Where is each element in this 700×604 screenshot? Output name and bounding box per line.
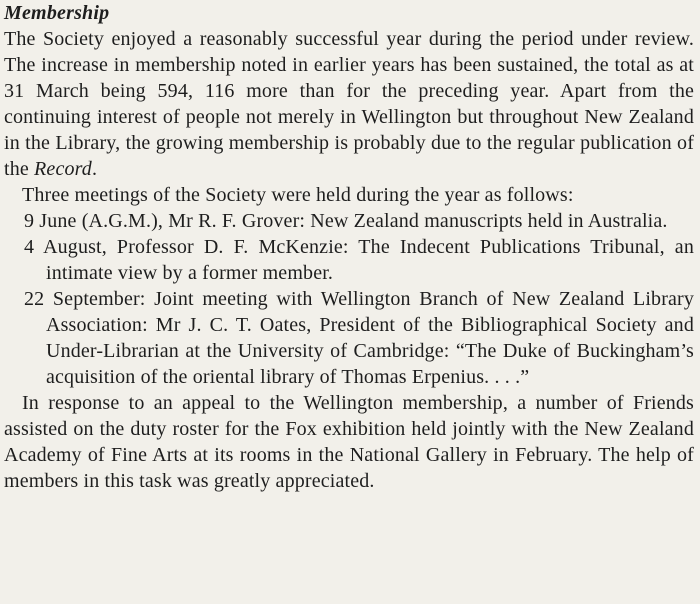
paragraph-text: The Society enjoyed a reasonably successful year during the period under review. The increase in membership noted in earlier years has been sustained, the total as at 31 March being 594, 116 more than for the preceding year. Apart from the continuing interest of people not merely in Wellington but throughout New Zealand in the Library, the growing membership is probably due to the regular publication of the	[4, 28, 694, 180]
record-title: Record	[34, 158, 92, 180]
meetings-list	[4, 208, 694, 390]
list-item: 22 September: Joint meeting with Wellington Branch of New Zealand Library Association: Mr J. C. T. Oates, President of the Bibliographical Society and Under-Librarian at the University of Cambridge: “The Duke of Buckingham’s acquisition of the oriental library of Thomas Erpenius. . . .”	[24, 288, 694, 388]
paragraph-meetings-intro: Three meetings of the Society were held during the year as follows:	[22, 184, 574, 206]
section-heading: Membership	[4, 2, 110, 24]
list-item: 4 August, Professor D. F. McKenzie: The Indecent Publications Tribunal, an intimate view by a former member.	[24, 236, 694, 284]
paragraph-membership-summary	[4, 26, 694, 182]
paragraph-end: .	[91, 158, 98, 180]
paragraph-volunteers: In response to an appeal to the Wellington membership, a number of Friends assisted on the duty roster for the Fox exhibition held jointly with the New Zealand Academy of Fine Arts at its rooms in the National Gallery in February. The help of members in this task was greatly appreciated.	[4, 392, 694, 492]
list-item: 9 June (A.G.M.), Mr R. F. Grover: New Zealand manuscripts held in Australia.	[24, 210, 668, 232]
